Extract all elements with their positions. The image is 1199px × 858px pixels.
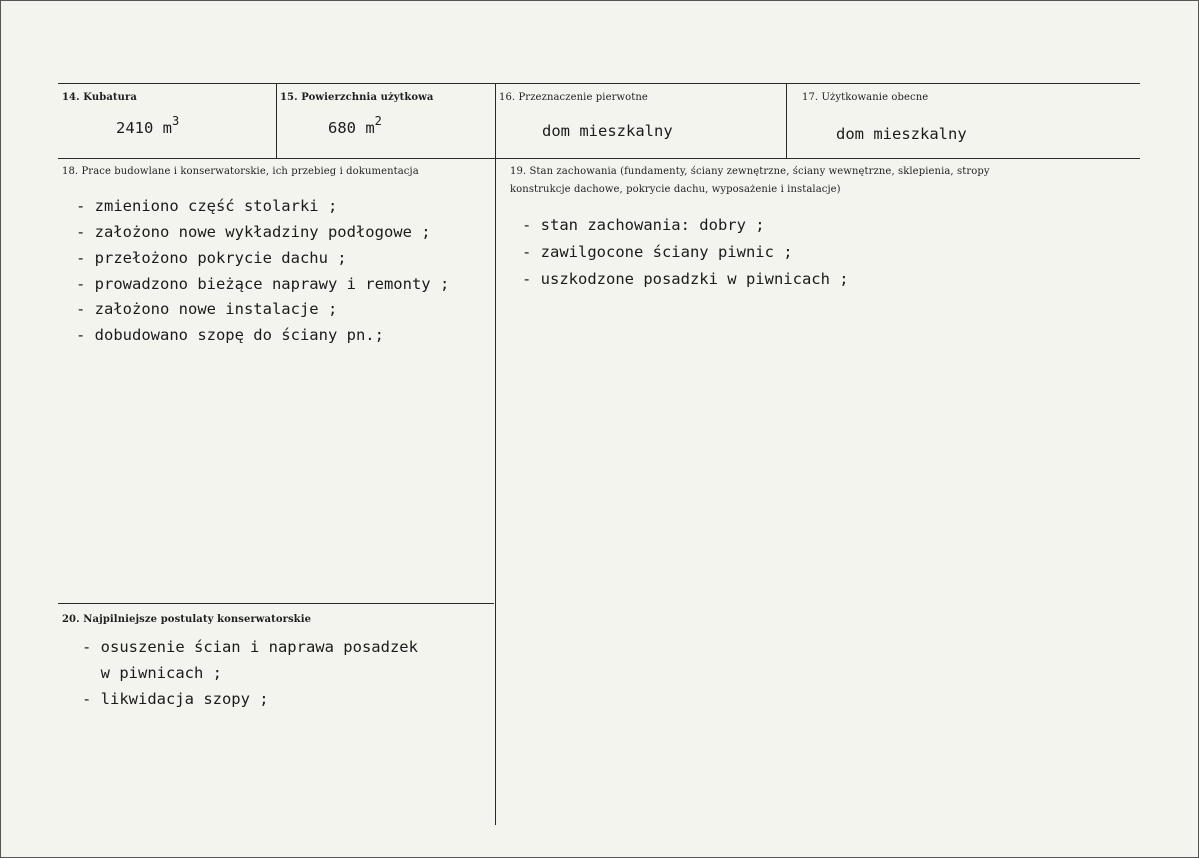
uzytkowanie-value: dom mieszkalny: [836, 125, 967, 143]
prace-item: - przełożono pokrycie dachu ;: [76, 249, 347, 267]
prace-item: - założono nowe wykładziny podłogowe ;: [76, 223, 431, 241]
kubatura-number: 2410 m: [116, 119, 172, 138]
stan-item: - zawilgocone ściany piwnic ;: [522, 243, 793, 261]
prace-item: - dobudowano szopę do ściany pn.;: [76, 326, 384, 344]
stan-item: - stan zachowania: dobry ;: [522, 216, 765, 234]
postulaty-item: - osuszenie ścian i naprawa posadzek: [82, 638, 418, 656]
prace-item: - zmieniono część stolarki ;: [76, 197, 338, 215]
przeznaczenie-label: 16. Przeznaczenie pierwotne: [499, 92, 648, 103]
kubatura-label: 14. Kubatura: [62, 92, 137, 103]
kubatura-value: [116, 116, 179, 137]
postulaty-label: 20. Najpilniejsze postulaty konserwatorskie: [62, 614, 312, 625]
rule-v3: [786, 83, 787, 159]
prace-item: - prowadzono bieżące naprawy i remonty ;: [76, 275, 450, 293]
rule-row1-bottom: [58, 158, 1140, 159]
prace-label: 18. Prace budowlane i konserwatorskie, ich przebieg i dokumentacja: [62, 166, 419, 177]
powierzchnia-number: 680 m: [328, 119, 375, 138]
kubatura-exponent: 3: [172, 114, 180, 128]
powierzchnia-label: 15. Powierzchnia użytkowa: [280, 92, 434, 103]
przeznaczenie-value: dom mieszkalny: [542, 122, 673, 140]
uzytkowanie-label: 17. Użytkowanie obecne: [802, 92, 929, 103]
rule-v1: [276, 83, 277, 159]
powierzchnia-value: [328, 116, 382, 137]
stan-item: - uszkodzone posadzki w piwnicach ;: [522, 270, 849, 288]
stan-label-line1: 19. Stan zachowania (fundamenty, ściany zewnętrzne, ściany wewnętrzne, sklepienia, stropy: [510, 166, 990, 177]
rule-top: [58, 83, 1140, 84]
postulaty-item: w piwnicach ;: [82, 664, 222, 682]
rule-v2: [495, 83, 496, 825]
powierzchnia-exponent: 2: [374, 114, 382, 128]
stan-label-line2: konstrukcje dachowe, pokrycie dachu, wyposażenie i instalacje): [510, 184, 841, 195]
rule-section20-top: [58, 603, 494, 604]
prace-item: - założono nowe instalacje ;: [76, 300, 338, 318]
postulaty-item: - likwidacja szopy ;: [82, 690, 269, 708]
